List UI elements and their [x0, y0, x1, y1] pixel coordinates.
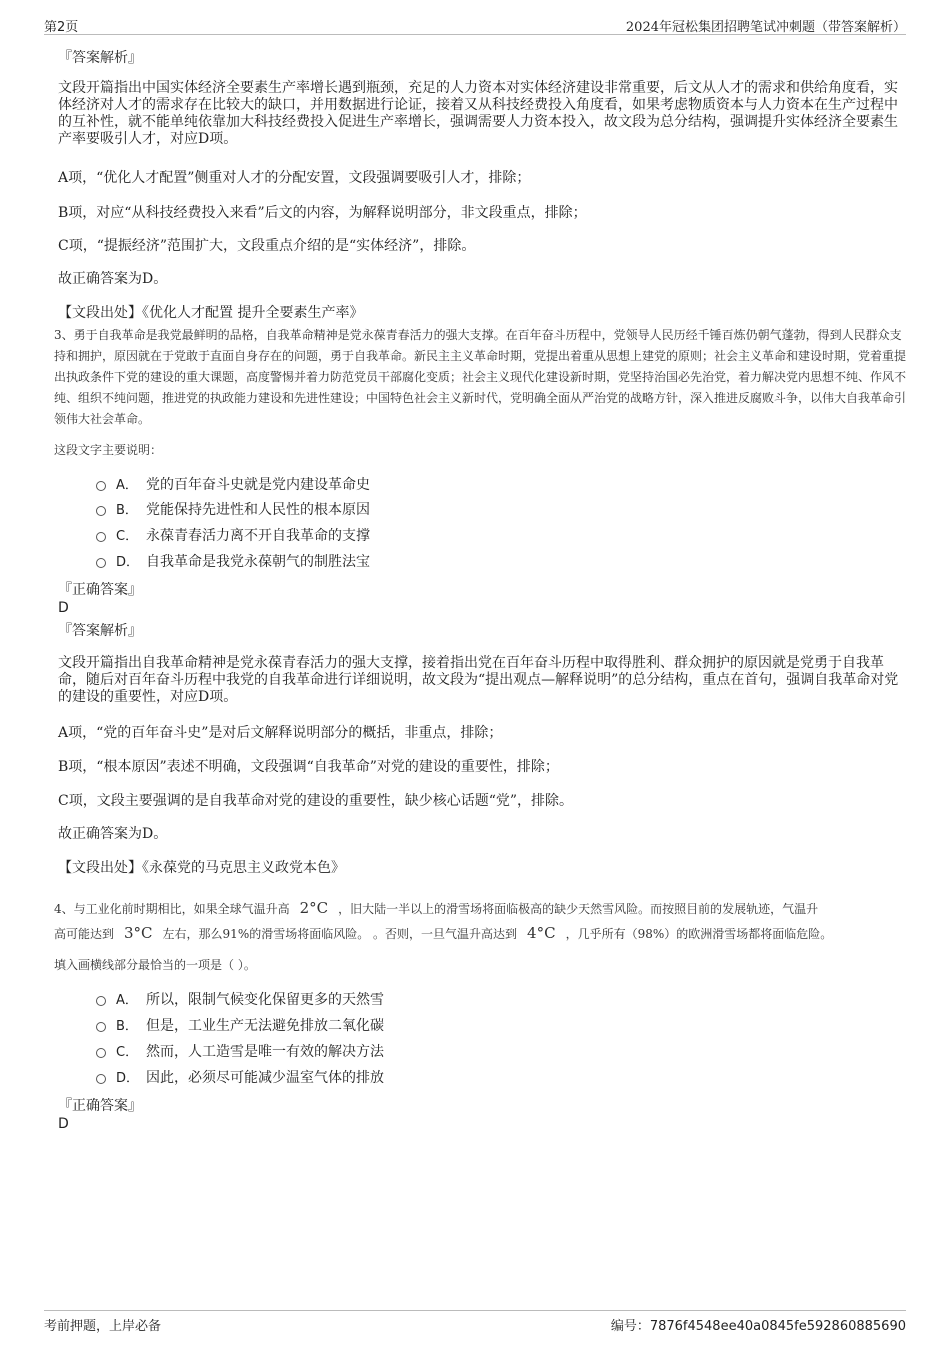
- q2-analysis-text: 文段开篇指出中国实体经济全要素生产率增长遇到瓶颈，充足的人力资本对实体经济建设非常重要，后文从人才的需求和供给角度看，实体经济对人才的需求存在比较大的缺口，并用数据进行论证，接着又从科技经费投入角度看，如果考虑物质资本与人力资本在生产过程中的互补性，就不能单纯依靠加大科技经费投入促进生产率增长，强调需要人力资本投入，故文段为总分结构，强调提升实体经济全要素生产率要吸引人才，对应D项。: [58, 80, 898, 147]
- document-code: 编号：7876f4548ee40a0845fe592860885690: [610, 1319, 906, 1334]
- q4-stem: 4、与工业化前时期相比，如果全球气温升高 2°C ，旧大陆一半以上的滑雪场将面临极高的缺少天然雪风险。而按照目前的发展轨迹，气温升 高可能达到 3°C 左右，那么91%的滑雪场将面临风险。 。否则，一旦气温升高达到 4°C ，几乎所有（98%）的欧洲滑雪场都将面临危险。: [54, 899, 833, 942]
- q3-option-d[interactable]: D． 自我革命是我党永葆朝气的制胜法宝: [96, 552, 370, 572]
- q3-conclusion: 故正确答案为D。: [58, 826, 168, 842]
- radio-button-icon[interactable]: [96, 1048, 106, 1058]
- radio-button-icon[interactable]: [96, 481, 106, 491]
- footer-slogan: 考前押题，上岸必备: [44, 1319, 162, 1334]
- q4-question: 填入画横线部分最恰当的一项是（ ）。: [54, 958, 256, 972]
- q2-conclusion: 故正确答案为D。: [58, 271, 168, 287]
- q4-correct-answer: D: [58, 1116, 69, 1132]
- q3-correct-label: 『正确答案』: [58, 582, 142, 598]
- radio-button-icon[interactable]: [96, 532, 106, 542]
- q4-correct-label: 『正确答案』: [58, 1098, 142, 1114]
- q3-analysis-label: 『答案解析』: [58, 623, 142, 639]
- page-header: [44, 14, 906, 35]
- q3-question: 这段文字主要说明：: [54, 443, 163, 457]
- q3-option-a-note: A项，“党的百年奋斗史”是对后文解释说明部分的概括，非重点，排除；: [58, 725, 503, 741]
- page-number: 第2页: [44, 20, 79, 35]
- q3-option-b[interactable]: B． 党能保持先进性和人民性的根本原因: [96, 500, 370, 520]
- q3-stem: 3、勇于自我革命是我党最鲜明的品格，自我革命精神是党永葆青春活力的强大支撑。在百年奋斗历程中，党领导人民历经千锤百炼仍朝气蓬勃，得到人民群众支持和拥护，原因就在于党敢于直面自身存在的问题，勇于自我革命。新民主主义革命时期，党提出着重从思想上建党的原则；社会主义革命和建设时期，党着重提出执政条件下党的建设的重大课题，高度警惕并着力防范党员干部腐化变质；社会主义现代化建设新时期，党坚持治国必先治党，着力解决党内思想不纯、作风不纯、组织不纯问题，推进党的执政能力建设和先进性建设；中国特色社会主义新时代，党明确全面从严治党的战略方针，深入推进反腐败斗争，以伟大自我革命引领伟大社会革命。: [54, 328, 907, 426]
- q2-option-c-note: C项，“提振经济”范围扩大，文段重点介绍的是“实体经济”，排除。: [58, 238, 476, 254]
- q3-option-a[interactable]: A． 党的百年奋斗史就是党内建设革命史: [96, 475, 370, 495]
- q2-option-b-note: B项，对应“从科技经费投入来看”后文的内容，为解释说明部分，非文段重点，排除；: [58, 205, 587, 221]
- q2-option-a-note: A项，“优化人才配置”侧重对人才的分配安置，文段强调要吸引人才，排除；: [58, 170, 531, 186]
- q3-analysis-text: 文段开篇指出自我革命精神是党永葆青春活力的强大支撑，接着指出党在百年奋斗历程中取得胜利、群众拥护的原因就是党勇于自我革命，随后对百年奋斗历程中我党的自我革命进行详细说明，故文段为“提出观点—解释说明”的总分结构，重点在首句，强调自我革命对党的建设的重要性，对应D项。: [58, 655, 899, 705]
- temperature-3c: 3°C: [124, 924, 153, 942]
- radio-button-icon[interactable]: [96, 558, 106, 568]
- q4-option-d[interactable]: D． 因此，必须尽可能减少温室气体的排放: [96, 1068, 384, 1088]
- radio-button-icon[interactable]: [96, 506, 106, 516]
- q4-option-a[interactable]: A． 所以，限制气候变化保留更多的天然雪: [96, 990, 384, 1010]
- q2-analysis-label: 『答案解析』: [58, 50, 142, 66]
- q3-option-c-note: C项，文段主要强调的是自我革命对党的建设的重要性，缺少核心话题“党”，排除。: [58, 793, 574, 809]
- q3-source: 【文段出处】《永葆党的马克思主义政党本色》: [58, 860, 345, 876]
- temperature-4c: 4°C: [527, 924, 556, 942]
- temperature-2c: 2°C: [299, 899, 329, 917]
- q3-option-b-note: B项，“根本原因”表述不明确，文段强调“自我革命”对党的建设的重要性，排除；: [58, 759, 559, 775]
- q3-correct-answer: D: [58, 600, 69, 616]
- q4-option-c[interactable]: C． 然而，人工造雪是唯一有效的解决方法: [96, 1042, 384, 1062]
- q2-source: 【文段出处】《优化人才配置 提升全要素生产率》: [58, 305, 364, 321]
- document-title: 2024年冠松集团招聘笔试冲刺题（带答案解析）: [625, 20, 906, 35]
- radio-button-icon[interactable]: [96, 1074, 106, 1084]
- q4-option-b[interactable]: B． 但是，工业生产无法避免排放二氧化碳: [96, 1016, 384, 1036]
- radio-button-icon[interactable]: [96, 1022, 106, 1032]
- radio-button-icon[interactable]: [96, 996, 106, 1006]
- page-footer: [44, 1310, 906, 1335]
- q3-option-c[interactable]: C． 永葆青春活力离不开自我革命的支撑: [96, 526, 370, 546]
